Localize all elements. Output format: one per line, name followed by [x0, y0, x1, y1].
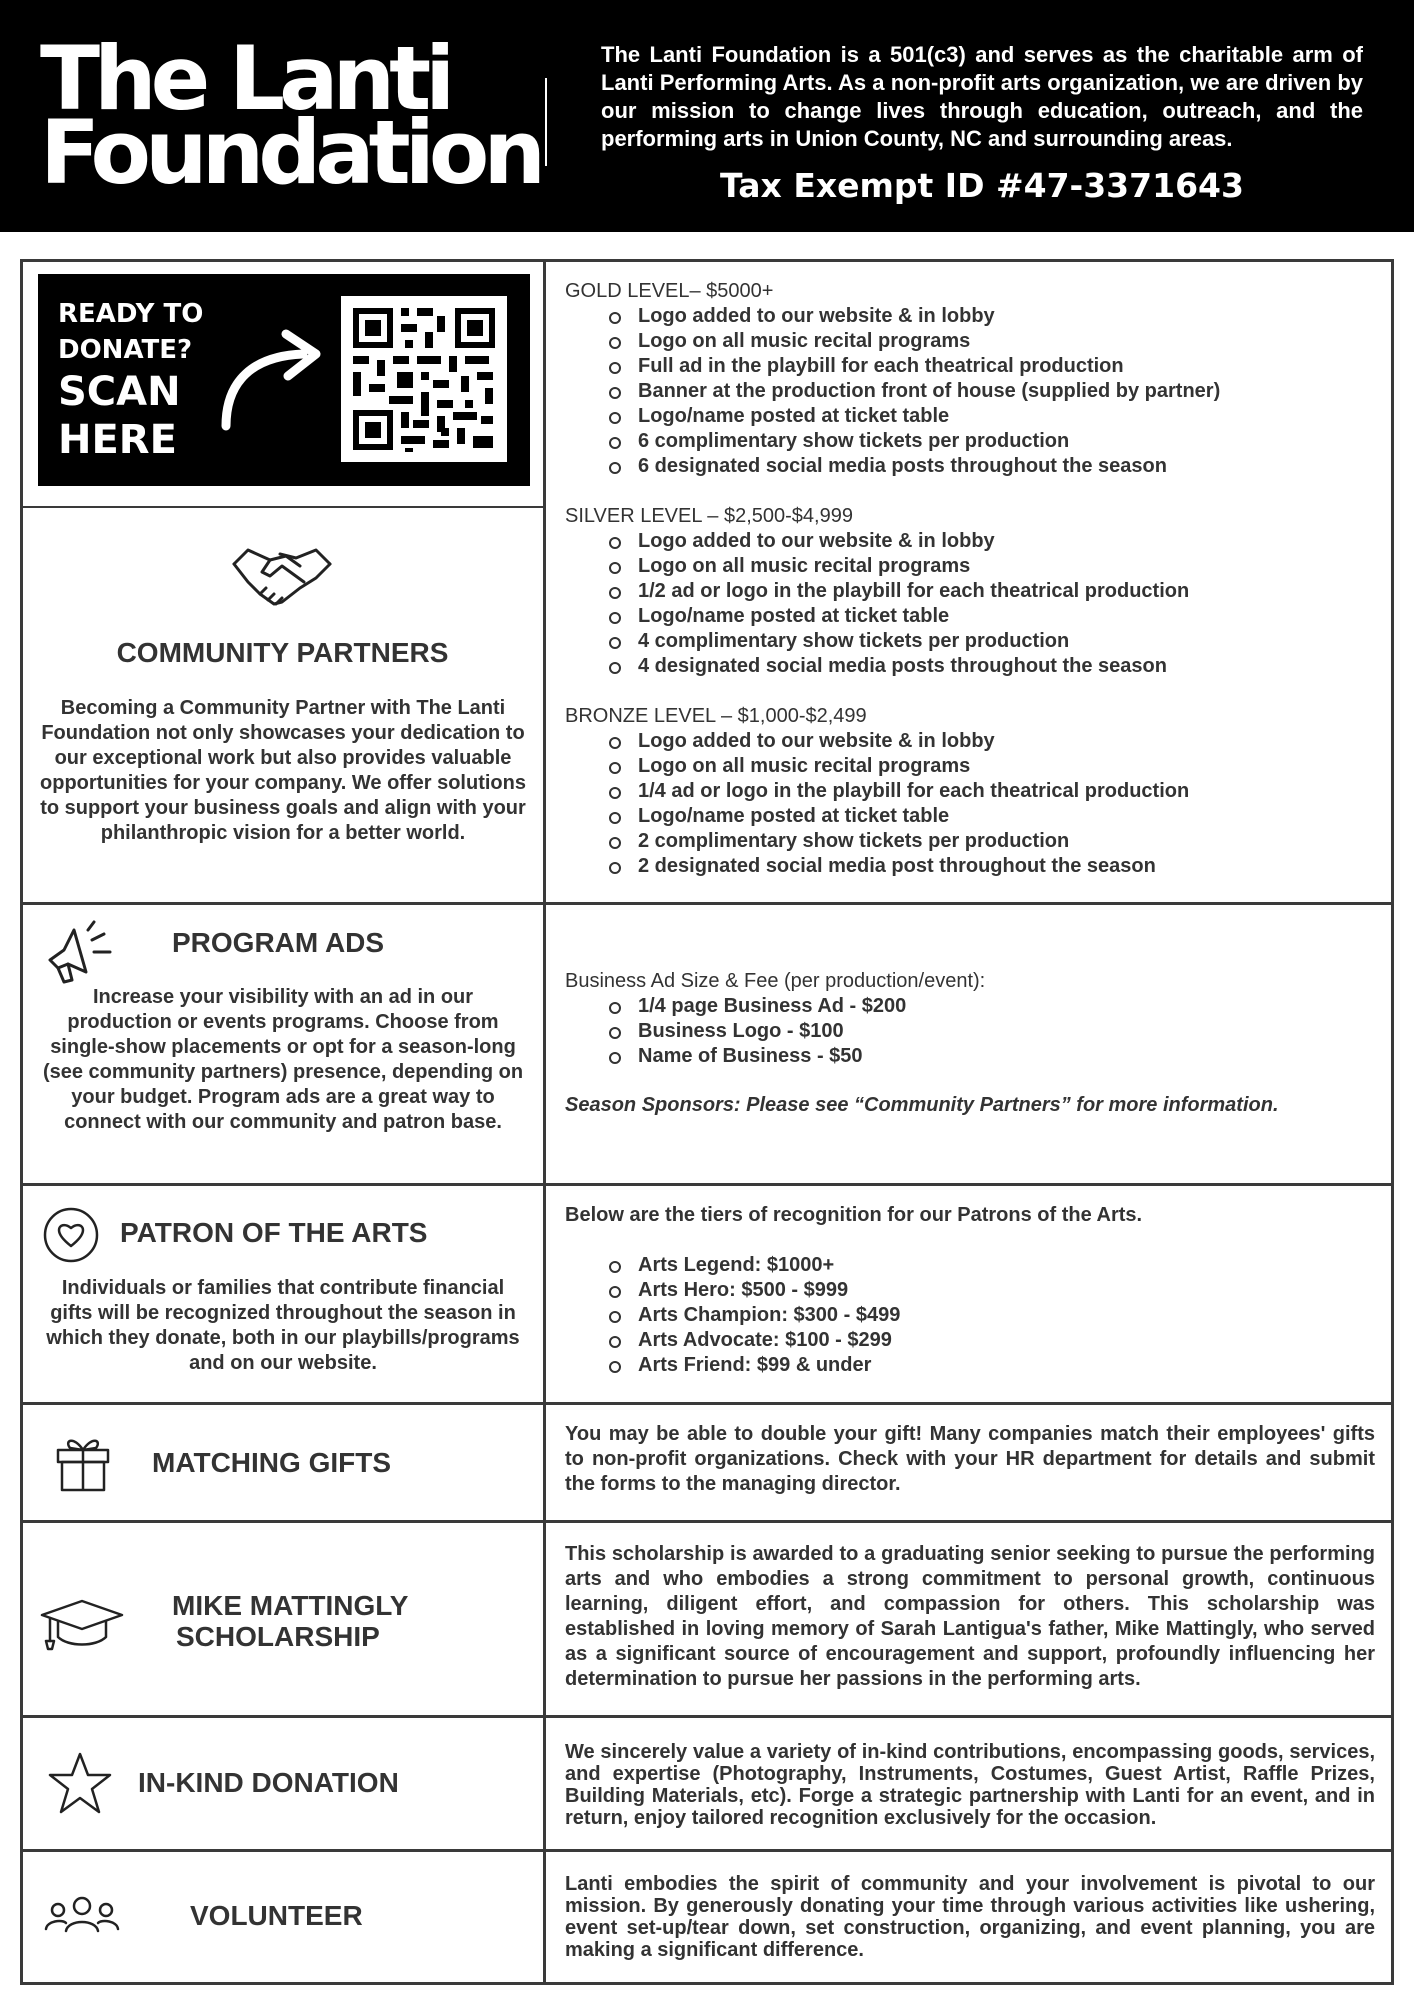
list-item: Business Logo - $100	[588, 1019, 906, 1044]
row-divider	[20, 1715, 1394, 1718]
megaphone-icon	[44, 920, 120, 986]
patron-tiers-intro: Below are the tiers of recognition for our Patrons of the Arts.	[565, 1204, 1143, 1226]
matching-gifts-title: MATCHING GIFTS	[152, 1447, 392, 1478]
list-item: Arts Champion: $300 - $499	[588, 1303, 900, 1328]
list-item: Logo added to our website & in lobby	[588, 304, 1220, 329]
list-item: 4 complimentary show tickets per production	[588, 629, 1189, 654]
people-group-icon	[44, 1895, 120, 1935]
business-ad-intro: Business Ad Size & Fee (per production/event):	[565, 970, 986, 992]
list-item: 2 designated social media post throughout the season	[588, 854, 1189, 879]
in-kind-donation-description: We sincerely value a variety of in-kind contributions, encompassing goods, services, and expertise (Photography, Instruments, Costumes, Guest Artist, Raffle Prizes, Building Materials, etc). Forge a strategic partnership with Lanti for an event, and in return, enjoy tailored recognition exclusively for the occasion.	[565, 1741, 1375, 1829]
row-divider	[20, 902, 1394, 905]
brand-line-2: Foundation	[40, 101, 541, 204]
list-item: Logo added to our website & in lobby	[588, 729, 1189, 754]
list-item: Name of Business - $50	[588, 1044, 906, 1069]
heart-icon	[42, 1206, 100, 1264]
row-divider	[20, 1183, 1394, 1186]
program-ads-description: Increase your visibility with an ad in our production or events programs. Choose from single-show placements or opt for a season-long (see community partners) presence, depending on your budget. Program ads are a great way to connect with our community and patron base.	[42, 986, 524, 1133]
community-partners-title: COMMUNITY PARTNERS	[116, 637, 449, 668]
list-item: Banner at the production front of house (supplied by partner)	[588, 379, 1220, 404]
list-item: Full ad in the playbill for each theatrical production	[588, 354, 1220, 379]
scholarship-description: This scholarship is awarded to a graduating senior seeking to pursue the performing arts and who embodies a strong commitment to personal growth, continuous learning, diligent effort, and compassion for others. This scholarship was established in loving memory of Sarah Lantigua's father, Mike Mattingly, who served as a significant source of encouragement and support, profoundly influencing her determination to pursue her passions in the performing arts.	[565, 1543, 1375, 1690]
scholarship-title	[172, 1590, 502, 1652]
list-item: 6 complimentary show tickets per production	[588, 429, 1220, 454]
donate-prompt	[58, 296, 203, 464]
bronze-level-heading: BRONZE LEVEL – $1,000-$2,499	[565, 705, 867, 727]
bronze-level-benefits	[588, 729, 1189, 879]
donate-line-3: SCAN	[58, 369, 181, 415]
community-partners-description: Becoming a Community Partner with The Lanti Foundation not only showcases your dedication to our exceptional work but also provides valuable opportunities for your company. We offer solutions to support your business goals and align with your philanthropic vision for a better world.	[40, 697, 526, 844]
brand-line-1: The Lanti	[40, 27, 450, 130]
patron-of-the-arts-description: Individuals or families that contribute financial gifts will be recognized throughout the season in which they donate, both in our playbills/programs and on our website.	[46, 1277, 520, 1374]
list-item: 1/2 ad or logo in the playbill for each theatrical production	[588, 579, 1189, 604]
list-item: Arts Advocate: $100 - $299	[588, 1328, 900, 1353]
qr-code-icon[interactable]	[341, 296, 507, 462]
donate-line-1: READY TO	[58, 299, 204, 329]
list-item: Logo added to our website & in lobby	[588, 529, 1189, 554]
list-item: 6 designated social media posts throughout the season	[588, 454, 1220, 479]
silver-level-benefits	[588, 529, 1189, 679]
list-item: Logo/name posted at ticket table	[588, 404, 1220, 429]
header	[0, 0, 1414, 232]
donate-qr-panel[interactable]	[38, 274, 530, 486]
in-kind-donation-title: IN-KIND DONATION	[138, 1767, 399, 1798]
list-item: 4 designated social media posts throughout the season	[588, 654, 1189, 679]
patron-tiers	[588, 1253, 900, 1378]
list-item: Arts Friend: $99 & under	[588, 1353, 900, 1378]
foundation-logo	[40, 27, 541, 204]
handshake-icon	[230, 544, 334, 610]
mission-statement: The Lanti Foundation is a 501(c3) and serves as the charitable arm of Lanti Performing Arts. As a non-profit arts organization, we are driven by our mission to change lives through education, outreach, and the performing arts in Union County, NC and surrounding areas.	[601, 42, 1363, 151]
scholarship-title-line-2: SCHOLARSHIP	[176, 1621, 380, 1652]
column-divider	[543, 259, 546, 1985]
list-item: 1/4 page Business Ad - $200	[588, 994, 906, 1019]
list-item: Arts Hero: $500 - $999	[588, 1278, 900, 1303]
silver-level-heading: SILVER LEVEL – $2,500-$4,999	[565, 505, 853, 527]
donate-line-2: DONATE?	[58, 335, 193, 365]
star-icon	[46, 1750, 114, 1816]
list-item: Logo on all music recital programs	[588, 554, 1189, 579]
donate-line-4: HERE	[58, 417, 177, 463]
list-item: Logo on all music recital programs	[588, 754, 1189, 779]
gift-icon	[54, 1432, 112, 1492]
matching-gifts-description: You may be able to double your gift! Many companies match their employees' gifts to non-profit organizations. Check with your HR department for details and submit the forms to the managing director.	[565, 1423, 1375, 1495]
gold-level-benefits	[588, 304, 1220, 479]
row-divider	[20, 1402, 1394, 1405]
business-ad-fees	[588, 994, 906, 1069]
list-item: Arts Legend: $1000+	[588, 1253, 900, 1278]
gold-level-heading: GOLD LEVEL– $5000+	[565, 280, 774, 302]
list-item: Logo/name posted at ticket table	[588, 604, 1189, 629]
graduation-cap-icon	[38, 1597, 126, 1653]
season-sponsors-note: Season Sponsors: Please see “Community Partners” for more information.	[565, 1094, 1279, 1116]
row-divider	[20, 506, 545, 508]
curved-arrow-icon	[208, 326, 328, 436]
row-divider	[20, 1520, 1394, 1523]
row-divider	[20, 1849, 1394, 1852]
patron-of-the-arts-title: PATRON OF THE ARTS	[120, 1217, 428, 1248]
list-item: Logo/name posted at ticket table	[588, 804, 1189, 829]
list-item: 2 complimentary show tickets per production	[588, 829, 1189, 854]
list-item: 1/4 ad or logo in the playbill for each theatrical production	[588, 779, 1189, 804]
volunteer-title: VOLUNTEER	[190, 1900, 363, 1931]
scholarship-title-line-1: MIKE MATTINGLY	[172, 1590, 409, 1621]
program-ads-title: PROGRAM ADS	[172, 927, 385, 958]
header-divider	[545, 78, 547, 166]
tax-exempt-id: Tax Exempt ID #47-3371643	[720, 166, 1244, 205]
list-item: Logo on all music recital programs	[588, 329, 1220, 354]
volunteer-description: Lanti embodies the spirit of community and your involvement is pivotal to our mission. By generously donating your time through various activities like ushering, event set-up/tear down, set construction, organizing, and event planning, you are making a significant difference.	[565, 1873, 1375, 1961]
